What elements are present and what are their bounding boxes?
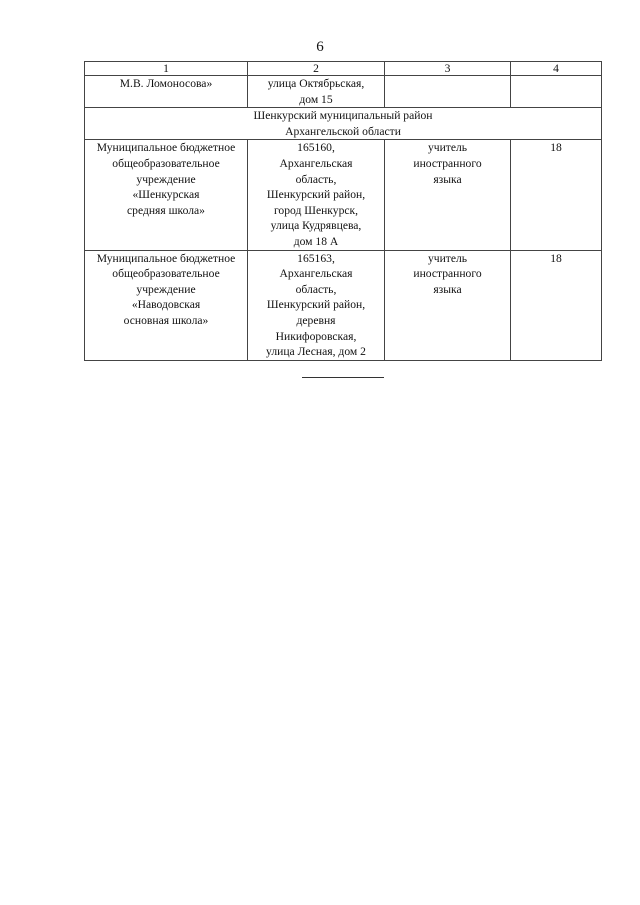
address-line: деревня	[296, 313, 336, 327]
institution-cell	[85, 140, 248, 250]
address-line: дом 15	[299, 92, 333, 106]
column-number-1: 1	[85, 62, 248, 76]
table-row	[85, 250, 602, 360]
address-cell	[248, 250, 385, 360]
address-line: Архангельская	[279, 267, 353, 281]
count-value: 18	[550, 251, 562, 265]
address-line: Шенкурский район,	[266, 188, 366, 202]
count-cell	[511, 140, 602, 250]
institution-line: общеобразовательное	[112, 156, 220, 170]
institution-line: учреждение	[136, 282, 196, 296]
address-line: Шенкурский район,	[266, 298, 366, 312]
position-cell	[385, 140, 511, 250]
position-line: учитель	[427, 251, 468, 265]
count-cell	[511, 76, 602, 108]
institution-line: «Наводовская	[131, 298, 201, 312]
address-line: 165163,	[297, 251, 335, 265]
institution-cell	[85, 76, 248, 108]
address-line: Никифоровская,	[275, 329, 357, 343]
address-line: Архангельская	[279, 156, 353, 170]
section-title-line: Шенкурский муниципальный район	[253, 109, 433, 123]
table-header-row	[85, 62, 602, 76]
address-line: город Шенкурск,	[273, 203, 359, 217]
institution-line: М.В. Ломоносова»	[119, 77, 213, 90]
count-cell	[511, 250, 602, 360]
institution-line: «Шенкурская	[132, 188, 200, 202]
address-cell	[248, 76, 385, 108]
table-row	[85, 140, 602, 250]
position-line: иностранного	[413, 267, 482, 281]
position-line: языка	[433, 172, 462, 186]
page-number: 6	[316, 39, 324, 55]
column-number-4: 4	[511, 62, 602, 76]
vacancy-table	[84, 61, 602, 361]
institution-line: средняя школа»	[127, 203, 205, 217]
institution-line: учреждение	[136, 172, 196, 186]
continuation-row	[85, 76, 602, 108]
address-line: улица Октябрьская,	[267, 77, 365, 90]
address-line: область,	[295, 172, 337, 186]
address-cell	[248, 140, 385, 250]
end-of-document-rule	[302, 377, 384, 378]
section-title-line: Архангельской области	[285, 124, 401, 138]
address-line: улица Лесная, дом 2	[266, 345, 366, 359]
position-line: иностранного	[413, 156, 482, 170]
column-number-2: 2	[248, 62, 385, 76]
institution-line: Муниципальное бюджетное	[96, 141, 236, 155]
institution-cell	[85, 250, 248, 360]
institution-line: основная школа»	[123, 313, 209, 327]
institution-line: Муниципальное бюджетное	[96, 251, 236, 265]
section-row	[85, 108, 602, 140]
position-cell	[385, 76, 511, 108]
count-value: 18	[550, 141, 562, 155]
position-line: языка	[433, 282, 462, 296]
address-line: улица Кудрявцева,	[270, 219, 362, 233]
position-cell	[385, 250, 511, 360]
address-line: 165160,	[297, 141, 335, 155]
address-line: дом 18 А	[293, 234, 339, 248]
column-number-3: 3	[385, 62, 511, 76]
position-line: учитель	[427, 141, 468, 155]
institution-line: общеобразовательное	[112, 267, 220, 281]
section-title-cell	[85, 108, 602, 140]
address-line: область,	[295, 282, 337, 296]
